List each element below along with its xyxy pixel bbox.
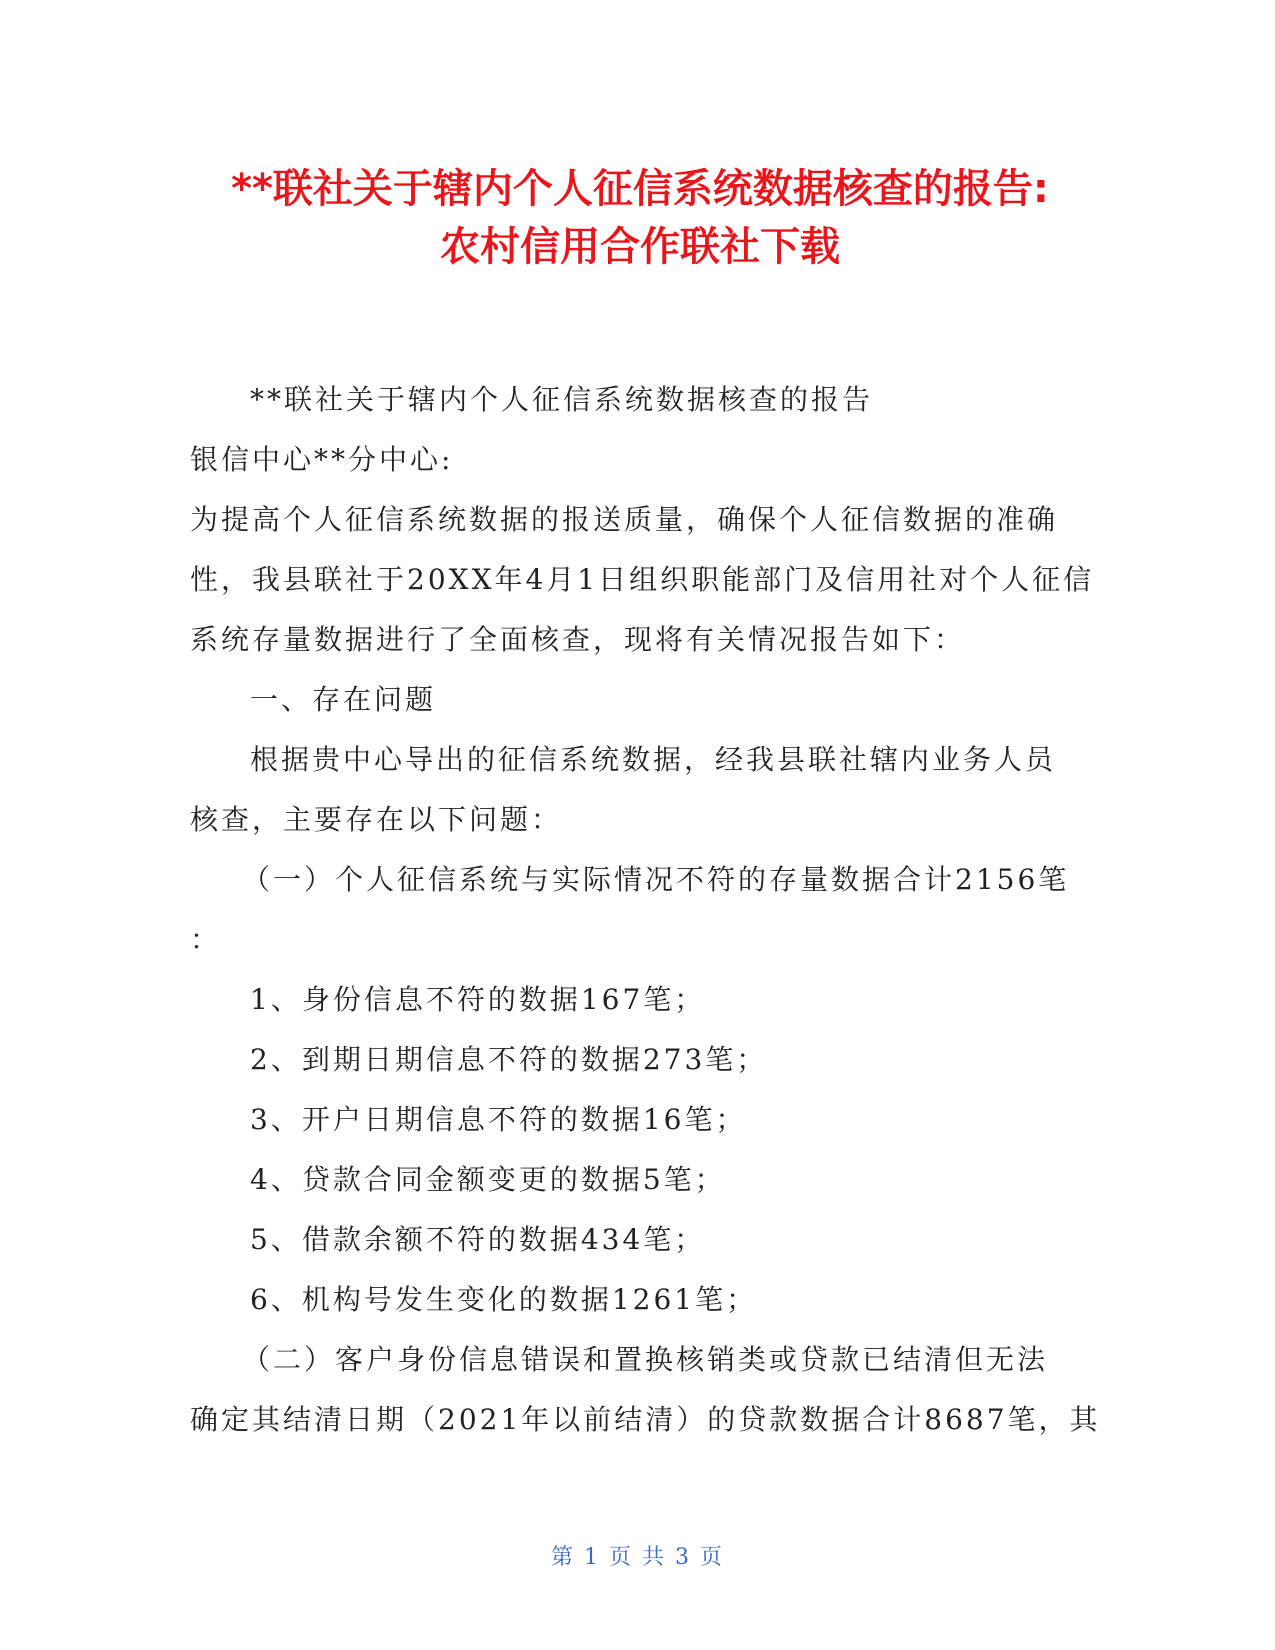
paragraph-line: 根据贵中心导出的征信系统数据，经我县联社辖内业务人员 [250, 743, 1057, 776]
paragraph-line: ： [190, 923, 222, 956]
document-title [150, 160, 1130, 276]
intro-paragraph-line: 为提高个人征信系统数据的报送质量，确保个人征信数据的准确 [190, 503, 1059, 536]
list-item: 4、贷款合同金额变更的数据5笔； [250, 1163, 726, 1196]
page-number: 第 1 页 共 3 页 [551, 1545, 724, 1570]
subsection-heading: （一）个人征信系统与实际情况不符的存量数据合计2156笔 [242, 863, 1070, 896]
list-item: 5、借款余额不符的数据434笔； [250, 1223, 706, 1256]
report-heading: **联社关于辖内个人征信系统数据核查的报告 [250, 383, 874, 416]
document-title-line-1: **联社关于辖内个人征信系统数据核查的报告: [231, 166, 1049, 212]
paragraph-line: 确定其结清日期（2021年以前结清）的贷款数据合计8687笔，其 [190, 1403, 1101, 1436]
list-item: 6、机构号发生变化的数据1261笔； [250, 1283, 758, 1316]
section-heading: 一、存在问题 [250, 683, 437, 716]
intro-paragraph-line: 系统存量数据进行了全面核查，现将有关情况报告如下： [190, 623, 966, 656]
document-title-line-2: 农村信用合作联社下载 [440, 224, 840, 270]
list-item: 3、开户日期信息不符的数据16笔； [250, 1103, 747, 1136]
subsection-heading: （二）客户身份信息错误和置换核销类或贷款已结清但无法 [242, 1343, 1049, 1376]
paragraph-line: 核查，主要存在以下问题： [190, 803, 563, 836]
document-body [190, 370, 1101, 1450]
intro-paragraph-line: 性，我县联社于20XX年4月1日组织职能部门及信用社对个人征信 [190, 563, 1095, 596]
list-item: 1、身份信息不符的数据167笔； [250, 983, 706, 1016]
recipient-line: 银信中心**分中心: [190, 443, 454, 476]
list-item: 2、到期日期信息不符的数据273笔； [250, 1043, 768, 1076]
